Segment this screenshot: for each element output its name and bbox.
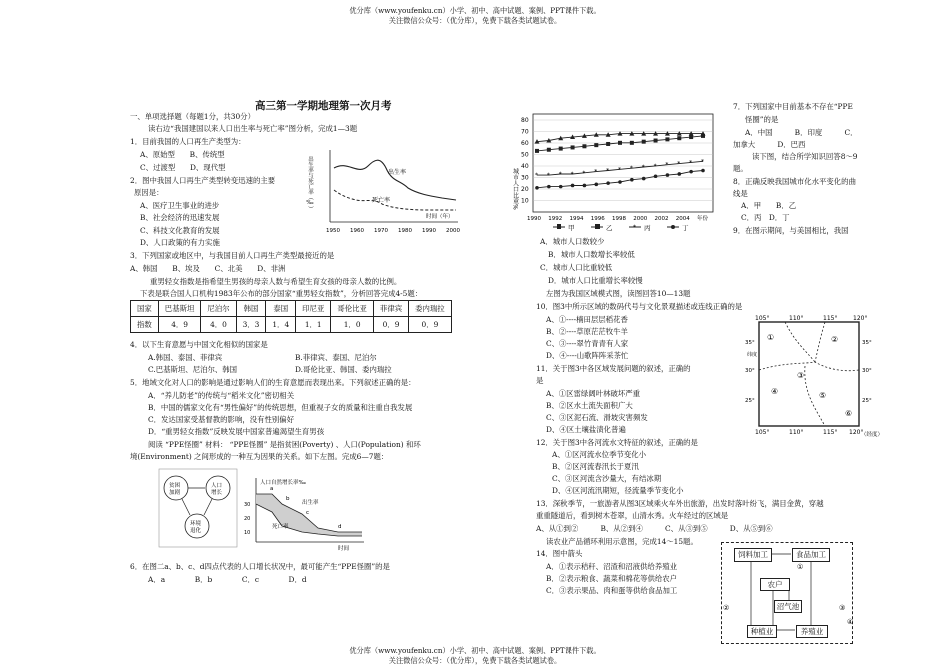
point-label: a	[270, 486, 274, 492]
header-line: 关注微信公众号：（优分库），免费下载各类试题试卷。	[388, 16, 562, 25]
population-growth-chart	[242, 474, 372, 554]
question: 3．下列国家或地区中，与我国目前人口再生产类型最接近的是	[130, 251, 335, 260]
option: C．丙 D．丁	[741, 213, 790, 222]
data-point-yi	[677, 136, 681, 140]
option: B、社会经济的迅速发展	[140, 213, 220, 222]
option: C、③区泥石流、滑坡灾害频发	[546, 413, 648, 422]
tick-label: 1990	[422, 228, 436, 234]
tick-label: 20	[244, 516, 251, 522]
option: 加拿大 D．巴西	[733, 140, 806, 149]
legend-item: 丙	[644, 224, 651, 232]
chart2-birth: 出生率	[302, 500, 319, 506]
question: 6．在图二a、b、c、d四点代表的人口增长状况中，最可能产生“PPE怪圈”的是	[130, 562, 390, 571]
question: 7．下列国家中目前基本不存在“PPE	[733, 102, 853, 111]
region-label: ⑤	[819, 391, 827, 400]
option: C．③表示果品、肉和蛋等供给食品加工	[546, 586, 678, 595]
lon-unit: （经度）	[861, 432, 884, 438]
data-point-yi	[594, 143, 598, 147]
option: A．甲 B．乙	[741, 201, 797, 210]
ppe-cycle-diagram	[158, 468, 238, 548]
x-axis-label: 时间（年）	[426, 214, 454, 220]
header-watermark-top	[0, 6, 950, 26]
data-point-yi	[606, 142, 610, 146]
option: A．①表示秸秆、沼渣和沼液供给养殖业	[546, 562, 677, 571]
footer-line: 优分库（www.youfenku.cn）小学、初中、高中试题、案例、PPT课件下载。	[349, 646, 601, 655]
point-label: b	[286, 496, 290, 502]
arrow-label: ②	[723, 604, 730, 612]
data-point-ding	[654, 174, 658, 178]
material-text: 境(Environment) 之间形成的一种互为因果的关系。如下左图。完成6—7题：	[130, 452, 389, 461]
table-cell: 尼泊尔	[201, 301, 236, 317]
table-cell: 韩国	[236, 301, 266, 317]
option: D．“重男轻女指数”反映发展中国家普遍渴望生育男孩	[148, 427, 325, 436]
data-point-yi	[571, 145, 575, 149]
legend-item: 甲	[568, 224, 575, 232]
question: 线是	[733, 189, 748, 198]
data-point-bing: *	[629, 165, 633, 173]
option: B．中国的儒家文化有“男性偏好”的传统思想，但重视子女的质量和注重自我发展	[148, 403, 413, 412]
data-point-bing: *	[677, 160, 681, 168]
regional-map	[745, 312, 885, 440]
option: C．发达国家受基督教的影响，没有性别偏好	[148, 415, 295, 424]
table-row	[131, 317, 452, 333]
lon-label: 110°	[789, 429, 804, 436]
option: D、④区土壤盐渍化普遍	[546, 425, 626, 434]
data-point-ding	[594, 183, 598, 187]
question: 是	[536, 376, 544, 385]
data-point-ding	[606, 181, 610, 185]
node-poverty: 贫困	[169, 483, 181, 489]
tick-label: 1950	[326, 228, 340, 234]
node-population-2: 增长	[211, 490, 223, 496]
arrow-label: ③	[839, 604, 846, 612]
option: B．②表示粮食、蔬菜和棉花等供给农户	[546, 574, 678, 583]
option: D、④区河流汛期短，径流量季节变化小	[552, 486, 684, 495]
material-text: 读农业产品循环利用示意图，完成14～15题。	[546, 537, 698, 546]
table-cell: 指数	[131, 317, 159, 333]
question: 原因是：	[134, 188, 164, 197]
chart2-time: 时间	[338, 546, 350, 552]
data-point-bing: *	[594, 168, 598, 176]
question: 13．深秋季节，一旅游者从图3区域乘火车外出旅游，出发时落叶纷飞，满目金黄，穿越	[536, 499, 824, 508]
chart2-title: 人口自然增长率‰	[260, 480, 306, 486]
y-axis-label: 出生率与死亡率（‰）	[307, 156, 313, 212]
table-cell: 4．0	[201, 317, 236, 333]
tick-label: 1960	[350, 228, 364, 234]
food-processing-box: 食品加工	[792, 548, 830, 562]
y-tick-label: 30	[521, 174, 529, 182]
y-tick-label: 10	[521, 197, 529, 205]
data-point-yi	[654, 139, 658, 143]
data-point-bing: *	[618, 166, 621, 174]
material-text: 重男轻女指数是指希望生男孩的母亲人数与希望生育女孩的母亲人数的比例。	[150, 277, 402, 286]
data-point-ding	[642, 177, 646, 181]
option: A、①区雷绿阔叶林破坏严重	[546, 389, 641, 398]
agri-arrows	[721, 542, 861, 646]
lat-unit: 纬度	[747, 352, 758, 358]
data-point-bing: *	[665, 161, 669, 169]
option: C、③----翠竹青青有人家	[546, 339, 629, 348]
data-point-ding	[559, 185, 563, 189]
data-point-ding	[666, 173, 670, 177]
table-cell: 0．9	[409, 317, 452, 333]
birth-death-chart	[308, 146, 468, 242]
data-point-bing: *	[570, 170, 574, 178]
option: B.菲律宾、泰国、尼泊尔	[295, 353, 377, 362]
option: A．中国 B．印度 C．	[745, 128, 858, 137]
data-point-yi	[618, 141, 622, 145]
death-rate-line	[334, 190, 456, 210]
data-point-bing: *	[582, 169, 586, 177]
lon-label: 115°	[823, 315, 838, 322]
option: D、人口政策的有力实施	[140, 238, 220, 247]
legend-item: 乙	[606, 224, 613, 232]
table-cell: 3．3	[236, 317, 266, 333]
data-point-yi	[701, 134, 705, 138]
data-point-yi	[559, 147, 563, 151]
lon-label: 110°	[789, 315, 804, 322]
material-text: 左图为我国区域模式图，读图回答10—13题	[546, 289, 691, 298]
section-heading: 一、单项选择题（每题1分，共30分）	[130, 112, 255, 121]
question: 8．正确反映我国城市化水平变化的曲	[733, 177, 856, 186]
x-tick-label: 2002	[654, 216, 669, 222]
point-label: d	[338, 524, 342, 530]
option: B．城市人口数增长率较低	[548, 250, 635, 259]
data-point-yi	[582, 144, 586, 148]
y-tick-label: 80	[521, 117, 529, 124]
table-row	[131, 301, 452, 317]
option: B、②区河流春汛长于夏汛	[552, 462, 639, 471]
table-cell: 0．9	[373, 317, 408, 333]
data-point-bing: *	[546, 172, 550, 180]
data-point-ding	[677, 172, 681, 176]
urbanization-chart	[513, 108, 723, 232]
option: C、科技文化教育的发展	[140, 226, 220, 235]
question: 2．图中我国人口再生产类型转变迅速的主要	[130, 176, 276, 185]
material-text: 下表是联合国人口机构1983年公布的部分国家“重男轻女指数”，分析回答完成4-5题：	[140, 289, 423, 298]
data-point-ding	[701, 169, 705, 173]
data-point-ding	[618, 180, 622, 184]
y-tick-label: 50	[521, 151, 529, 159]
tick-label: 1980	[398, 228, 412, 234]
x-tick-label: 2000	[633, 216, 648, 222]
question: 1．目前我国的人口再生产类型为：	[130, 137, 246, 146]
y-tick-label: 70	[521, 128, 529, 136]
lat-label: 35°	[745, 340, 755, 346]
region-label: ①	[767, 333, 775, 342]
y-axis-label: 城市人口比重%	[511, 168, 519, 210]
node-population: 人口	[211, 483, 223, 489]
arrow-label: ①	[797, 563, 804, 571]
x-tick-label: 年份	[697, 216, 709, 222]
table-cell: 泰国	[266, 301, 296, 317]
lat-label: 35°	[862, 340, 872, 346]
x-tick-label: 1998	[612, 216, 626, 222]
lon-label: 105°	[755, 429, 770, 436]
data-point-yi	[630, 141, 634, 145]
legend-item: 丁	[682, 224, 689, 232]
lon-label: 120°	[849, 429, 864, 436]
material-text: 读下图，结合所学知识回答8～9	[752, 152, 858, 161]
data-point-ding	[547, 185, 551, 189]
y-tick-label: 40	[521, 163, 529, 170]
preference-index-table	[130, 300, 452, 333]
breeding-box: 养殖业	[796, 625, 828, 638]
tick-label: 30	[244, 502, 251, 508]
question-intro: 读右边“我国建国以来人口出生率与死亡率”图分析，完成1—3题	[148, 124, 358, 133]
question: 4．以下生育意愿与中国文化相似的国家是	[130, 340, 268, 349]
header-line: 优分库（www.youfenku.cn）小学、初中、高中试题、案例、PPT课件下载。	[349, 6, 601, 15]
x-tick-label: 1994	[569, 216, 584, 222]
tick-label: 2000	[446, 228, 460, 234]
data-point-yi	[535, 149, 539, 153]
lon-label: 105°	[755, 315, 770, 322]
planting-box: 种植业	[747, 625, 777, 638]
table-cell: 1．0	[331, 317, 374, 333]
question: 12．关于图3中各河流水文特征的叙述，正确的是	[536, 438, 698, 447]
lat-label: 25°	[745, 398, 755, 404]
data-point-ding	[571, 184, 575, 188]
question: 14．图中箭头	[536, 549, 583, 558]
region-label: ③	[797, 371, 805, 380]
table-cell: 国家	[131, 301, 159, 317]
option: A．“养儿防老”的传统与“稻米文化”密切相关	[148, 391, 295, 400]
lat-label: 25°	[862, 398, 872, 404]
option: C.巴基斯坦、尼泊尔、韩国	[148, 365, 238, 374]
data-point-yi	[642, 140, 646, 144]
material-text: 阅读 “PPE怪圈” 材料： “PPE怪圈” 是指贫困(Poverty) 、人口(Population) 和环	[148, 440, 421, 449]
material-text: 题。	[733, 164, 748, 173]
data-point-bing: *	[701, 158, 704, 166]
data-point-bing: *	[641, 164, 645, 172]
data-point-ding	[583, 184, 587, 188]
feed-processing-box: 饲料加工	[734, 548, 772, 562]
region-label: ②	[831, 335, 839, 344]
death-label: 死亡率	[372, 197, 391, 204]
option: A、韩国 B、埃及 C、北美 D、非洲	[130, 264, 286, 273]
option: D.哥伦比亚、韩国、委内瑞拉	[295, 365, 392, 374]
option: A．城市人口数较少	[540, 237, 605, 246]
option: A、①区河流水位季节变化小	[552, 450, 647, 459]
x-tick-label: 1990	[527, 216, 541, 222]
option: C、③区河流含沙量大，有结冰期	[552, 474, 662, 483]
option: A．a B．b C．c D．d	[148, 575, 307, 584]
data-point-bing: *	[689, 159, 693, 167]
birth-rate-line	[334, 160, 456, 200]
option: A、原始型 B、传统型	[140, 150, 225, 159]
option: D．城市人口比重增长率较慢	[548, 276, 643, 285]
table-cell: 印尼亚	[296, 301, 331, 317]
option: A、①----楠田层层稻花香	[546, 315, 628, 324]
question: 重重隧道后，看到树木苍翠，山清水秀。火车经过的区域是	[536, 511, 729, 520]
tick-label: 1970	[374, 228, 388, 234]
data-point-bing: *	[535, 172, 538, 180]
data-point-bing: *	[606, 167, 610, 175]
option: A、从①到② B、从②到④ C、从③到⑤ D、从⑤到⑥	[536, 524, 773, 533]
data-point-ding	[630, 178, 634, 182]
region-label: ④	[771, 387, 779, 396]
arrow-label: ④	[847, 618, 854, 626]
table-cell: 委内瑞拉	[409, 301, 452, 317]
lat-label: 30°	[745, 368, 755, 374]
footer-line: 关注微信公众号：（优分库），免费下载各类试题试卷。	[388, 656, 562, 665]
legend	[553, 224, 689, 232]
header-watermark-bottom	[0, 646, 950, 666]
lon-label: 120°	[853, 315, 868, 322]
question: 怪圈”的是	[745, 115, 779, 124]
farmer-box: 农户	[760, 578, 790, 591]
y-tick-label: 20	[521, 186, 529, 193]
tick-label: 10	[244, 530, 251, 536]
data-point-yi	[689, 135, 693, 139]
table-cell: 菲律宾	[373, 301, 408, 317]
table-cell: 哥伦比亚	[331, 301, 374, 317]
data-point-bing: *	[558, 170, 562, 178]
biogas-box: 沼气池	[774, 600, 802, 613]
option: A.韩国、泰国、菲律宾	[148, 353, 223, 362]
option: B、②区水土流失面积广大	[546, 401, 633, 410]
table-cell: 1．4	[266, 317, 296, 333]
option: C．城市人口比重较低	[540, 263, 613, 272]
lon-label: 115°	[823, 429, 838, 436]
data-point-yi	[547, 148, 551, 152]
table-cell: 巴基斯坦	[158, 301, 201, 317]
region-label: ⑥	[845, 409, 853, 418]
table-cell: 4．9	[158, 317, 201, 333]
table-cell: 1．1	[296, 317, 331, 333]
question: 9．在图示期间，与美国相比，我国	[733, 226, 849, 235]
node-environment: 环境	[190, 521, 202, 527]
data-point-yi	[665, 137, 669, 141]
lat-label: 30°	[862, 368, 872, 374]
data-point-bing: *	[653, 162, 657, 170]
svg-text:*: *	[633, 224, 636, 231]
x-tick-label: 1996	[590, 216, 605, 222]
question: 11．关于图3中各区域发展问题的叙述，正确的	[536, 364, 691, 373]
data-point-ding	[689, 170, 693, 174]
node-poverty-2: 加剧	[169, 490, 181, 496]
option: D、④----山歌阵阵采茶忙	[546, 351, 629, 360]
question: 5．地域文化对人口的影响是通过影响人们的生育意愿而表现出来。下列叙述正确的是：	[130, 378, 416, 387]
birth-label: 出生率	[388, 169, 407, 176]
node-environment-2: 退化	[190, 528, 202, 534]
y-tick-label: 60	[521, 140, 529, 147]
option: B、②----草原茫茫牧牛羊	[546, 327, 628, 336]
question: 10．图3中所示区域的数码代号与文化景观描述或连线正确的是	[536, 302, 743, 311]
data-point-ding	[535, 186, 539, 190]
x-tick-label: 1992	[548, 216, 563, 222]
option: C、过渡型 D、现代型	[140, 163, 226, 172]
chart2-death: 死亡率	[272, 524, 289, 530]
x-tick-label: 2004	[675, 216, 690, 222]
option: A、医疗卫生事业的进步	[140, 201, 220, 210]
point-label: c	[306, 510, 310, 516]
page-title: 高三第一学期地理第一次月考	[255, 100, 392, 112]
